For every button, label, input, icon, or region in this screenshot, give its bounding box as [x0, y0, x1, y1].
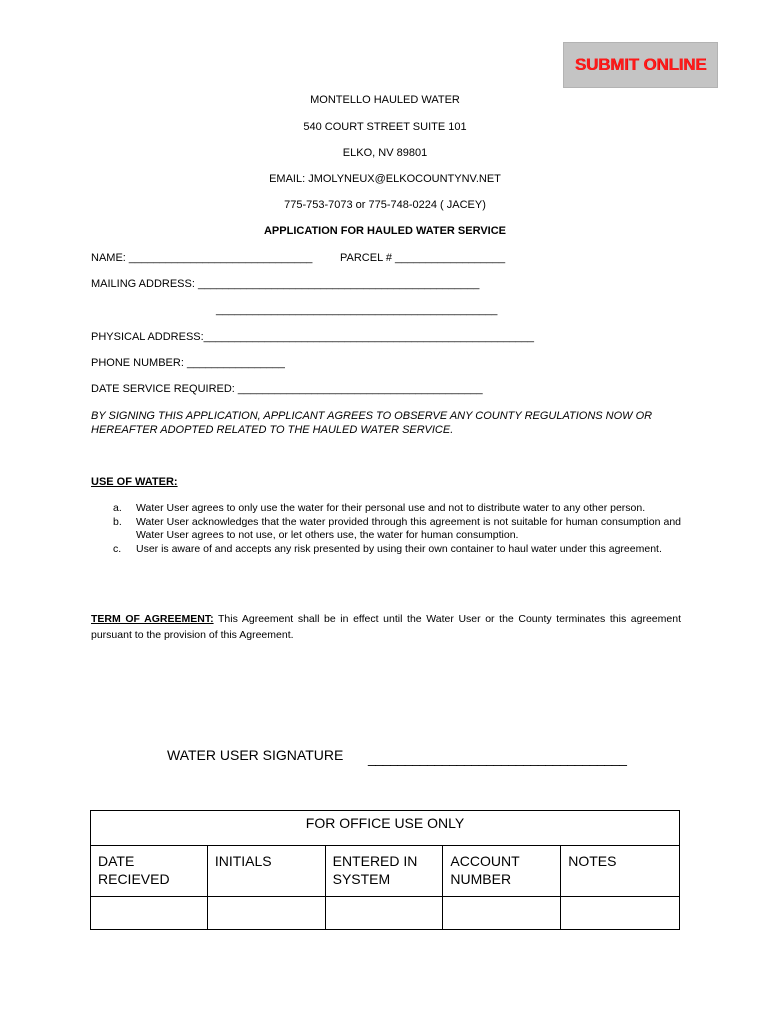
list-marker: c. [113, 542, 122, 555]
org-name: MONTELLO HAULED WATER [310, 94, 460, 106]
street-address: 540 COURT STREET SUITE 101 [303, 121, 467, 133]
term-heading: TERM OF AGREEMENT: [91, 613, 214, 625]
notes-cell[interactable] [561, 897, 680, 930]
parcel-field[interactable]: PARCEL # __________________ [340, 252, 506, 264]
col-label: ENTERED IN [332, 853, 418, 869]
col-label: SYSTEM [332, 871, 391, 887]
col-label: NUMBER [450, 871, 512, 887]
submit-online-button[interactable] [563, 42, 718, 88]
name-field[interactable]: NAME: ______________________________ [91, 252, 313, 264]
city-state-zip: ELKO, NV 89801 [342, 147, 428, 159]
submit-online-label: SUBMIT ONLINE [574, 55, 707, 74]
contact-phone: 775-753-7073 or 775-748-0224 ( JACEY) [284, 199, 486, 211]
list-item [91, 502, 681, 516]
use-of-water-heading: USE OF WATER: [91, 476, 178, 488]
signature-label: WATER USER SIGNATURE [167, 747, 344, 763]
term-of-agreement [91, 611, 681, 643]
col-label: ACCOUNT [450, 853, 520, 869]
list-item-text: Water User agrees to only use the water for their personal use and not to distribute water to any other person. [136, 502, 646, 514]
list-item-text: Water User acknowledges that the water provided through this agreement is not suitable for human consumption and Water User agrees to not use, or let others use, the water for human consumption. [136, 515, 681, 541]
mailing-address-field[interactable]: MAILING ADDRESS: ______________________________________________ [91, 278, 480, 290]
term-text: This Agreement shall be in effect until the Water User or the County terminates this agreement pursuant to the provision of this Agreement. [91, 613, 681, 641]
col-label: INITIALS [214, 853, 272, 869]
office-use-table [90, 810, 680, 930]
list-marker: b. [113, 515, 122, 528]
signing-notice: BY SIGNING THIS APPLICATION, APPLICANT AGREES TO OBSERVE ANY COUNTY REGULATIONS NOW OR HEREAFTER ADOPTED RELATED TO THE HAULED WATER SERVICE. [91, 410, 653, 436]
office-use-title: FOR OFFICE USE ONLY [91, 811, 680, 846]
col-account-number [443, 846, 561, 897]
use-of-water-list [91, 502, 681, 556]
signature-line[interactable]: ___________________________________ [368, 750, 627, 766]
col-label: RECIEVED [98, 871, 170, 887]
col-label: NOTES [568, 853, 617, 869]
list-item [91, 543, 681, 557]
list-item-text: User is aware of and accepts any risk presented by using their own container to haul water under this agreement. [136, 542, 662, 555]
col-entered-in-system [325, 846, 443, 897]
list-item [91, 516, 681, 543]
col-label: DATE [98, 853, 135, 869]
initials-cell[interactable] [207, 897, 325, 930]
date-service-required-field[interactable]: DATE SERVICE REQUIRED: ________________________________________ [91, 383, 483, 395]
col-date-received [91, 846, 208, 897]
mailing-address-line2[interactable]: ______________________________________________ [216, 304, 498, 316]
phone-number-field[interactable]: PHONE NUMBER: ________________ [91, 357, 285, 369]
entered-in-system-cell[interactable] [325, 897, 443, 930]
contact-email: EMAIL: JMOLYNEUX@ELKOCOUNTYNV.NET [269, 173, 501, 185]
date-received-cell[interactable] [91, 897, 208, 930]
physical-address-field[interactable]: PHYSICAL ADDRESS:______________________________________________________ [91, 331, 535, 343]
account-number-cell[interactable] [443, 897, 561, 930]
list-marker: a. [113, 502, 122, 514]
form-title: APPLICATION FOR HAULED WATER SERVICE [263, 225, 506, 237]
col-notes [561, 846, 680, 897]
col-initials [207, 846, 325, 897]
